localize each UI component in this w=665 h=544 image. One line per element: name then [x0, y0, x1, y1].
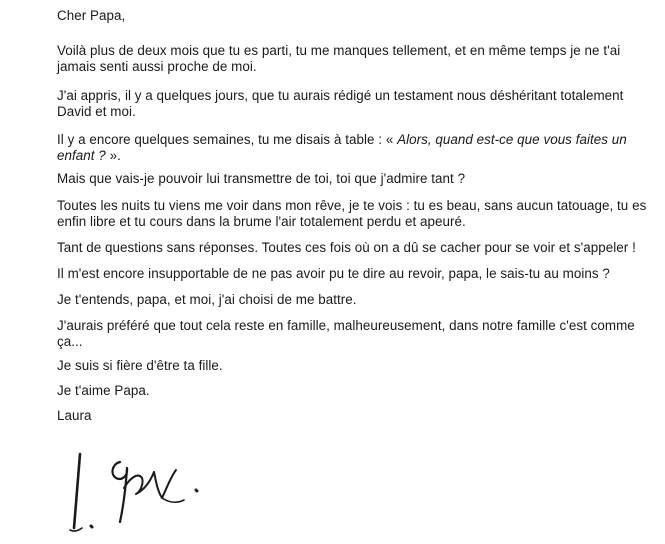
paragraph-1-line-1: Voilà plus de deux mois que tu es parti, tu me manques tellement, et en même temps je ne t'ai — [57, 43, 621, 58]
paragraph-5-line-2: enfin libre et tu cours dans la brume l'air totalement perdu et apeuré. — [57, 214, 466, 229]
paragraph-10: Je suis si fière d'être ta fille. — [57, 358, 223, 373]
paragraph-3-quote-2: enfant ? — [57, 148, 106, 163]
greeting: Cher Papa, — [57, 8, 126, 23]
paragraph-5-line-1: Toutes les nuits tu viens me voir dans mon rêve, je te vois : tu es beau, sans aucun tatouage, tu es — [57, 198, 647, 213]
paragraph-11: Je t'aime Papa. — [57, 383, 150, 398]
paragraph-7: Il m'est encore insupportable de ne pas avoir pu te dire au revoir, papa, le sais-tu au moins ? — [57, 266, 610, 281]
paragraph-2-line-2: David et moi. — [57, 104, 136, 119]
paragraph-3-prefix: Il y a encore quelques semaines, tu me disais à table : « — [57, 132, 398, 147]
paragraph-8: Je t'entends, papa, et moi, j'ai choisi de me battre. — [57, 292, 357, 307]
paragraph-9-line-1: J'aurais préféré que tout cela reste en famille, malheureusement, dans notre famille c'est comme — [57, 318, 635, 333]
paragraph-3-line-2 — [57, 147, 121, 165]
paragraph-3-suffix: ». — [105, 148, 121, 163]
paragraph-2-line-1: J'ai appris, il y a quelques jours, que tu aurais rédigé un testament nous déshéritant totalement — [57, 88, 624, 103]
paragraph-6: Tant de questions sans réponses. Toutes ces fois où on a dû se cacher pour se voir et s'appeler ! — [57, 240, 636, 255]
paragraph-4: Mais que vais-je pouvoir lui transmettre de toi, toi que j'admire tant ? — [57, 171, 466, 186]
paragraph-9-line-2: ça... — [57, 334, 83, 349]
paragraph-3-quote-1: Alors, quand est-ce que vous faites un — [397, 132, 627, 147]
sign-name: Laura — [57, 408, 92, 423]
paragraph-3-line-1 — [57, 131, 627, 149]
paragraph-1-line-2: jamais senti aussi proche de moi. — [57, 59, 257, 74]
handwritten-signature — [58, 448, 208, 538]
